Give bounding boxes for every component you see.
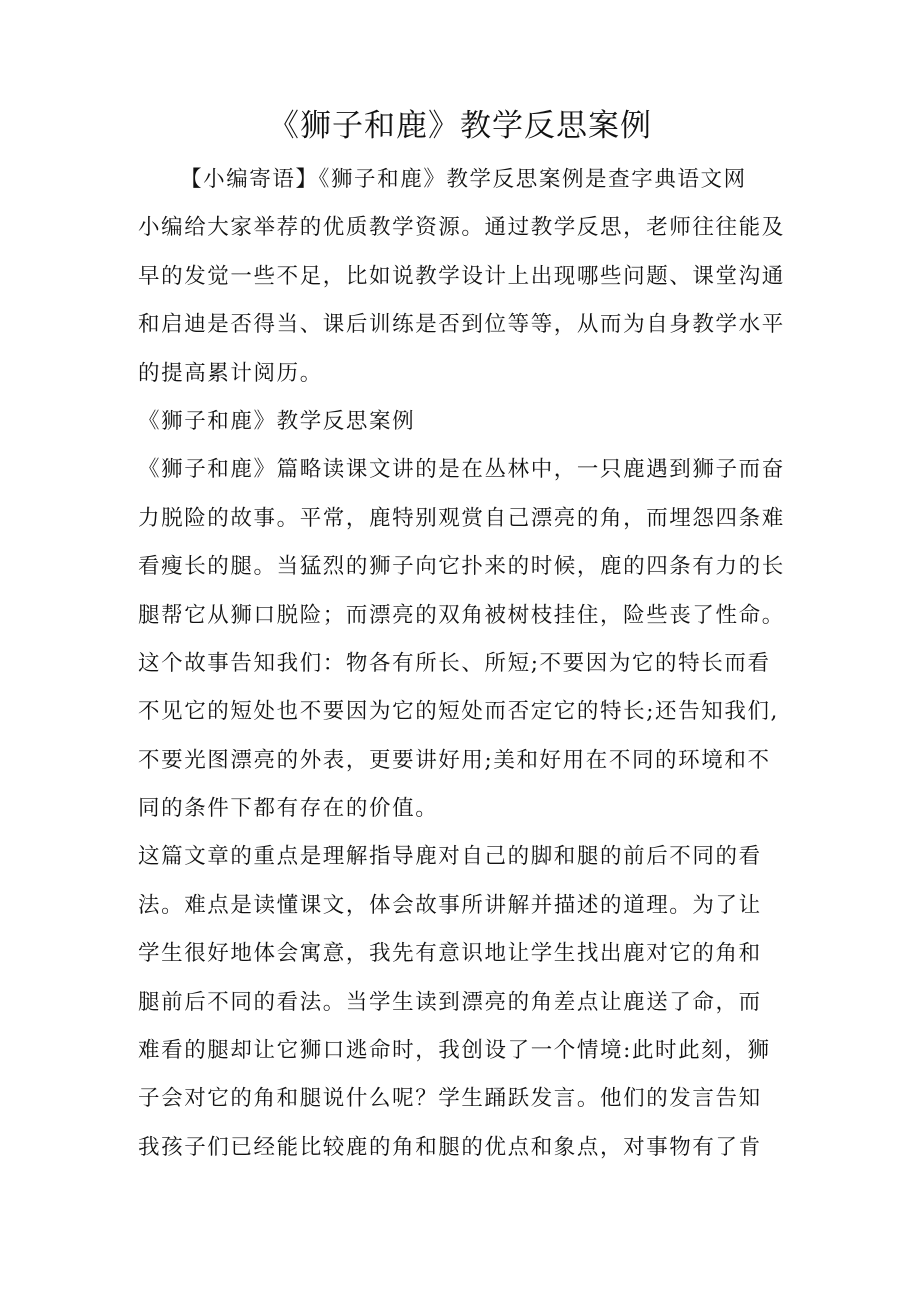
text-line: 和启迪是否得当、课后训练是否到位等等，从而为自身教学水平 (138, 312, 785, 338)
text-line: 我孩子们已经能比较鹿的角和腿的优点和象点，对事物有了肯 (138, 1134, 762, 1160)
text-line: 《狮子和鹿》篇略读课文讲的是在丛林中，一只鹿遇到狮子而奋 (138, 457, 785, 483)
page-title: 《狮子和鹿》教学反思案例 (268, 108, 652, 144)
text-line: 这个故事告知我们：物各有所长、所短;不要因为它的特长而看 (138, 650, 771, 676)
section-heading: 《狮子和鹿》教学反思案例 (138, 408, 416, 434)
text-line: 不见它的短处也不要因为它的短处而否定它的特长;还告知我们, (138, 699, 779, 725)
text-line: 法。难点是读懂课文，体会故事所讲解并描述的道理。为了让 (138, 892, 762, 918)
text-line: 力脱险的故事。平常，鹿特别观赏自己漂亮的角，而埋怨四条难 (138, 505, 785, 531)
text-line: 早的发觉一些不足，比如说教学设计上出现哪些问题、课堂沟通 (138, 263, 785, 289)
article-body (138, 156, 790, 1172)
text-line: 腿帮它从狮口脱险；而漂亮的双角被树枝挂住，险些丧了性命。 (138, 602, 785, 628)
text-line: 子会对它的角和腿说什么呢？学生踊跃发言。他们的发言告知 (138, 1086, 762, 1112)
text-line: 难看的腿却让它狮口逃命时，我创设了一个情境:此时此刻，狮 (138, 1038, 771, 1064)
text-line: 【小编寄语】《狮子和鹿》教学反思案例是查字典语文网 (180, 167, 747, 192)
text-line: 这篇文章的重点是理解指导鹿对自己的脚和腿的前后不同的看 (138, 844, 762, 870)
text-line: 学生很好地体会寓意，我先有意识地让学生找出鹿对它的角和 (138, 941, 762, 967)
text-line: 腿前后不同的看法。当学生读到漂亮的角差点让鹿送了命，而 (138, 989, 762, 1015)
text-line: 看瘦长的腿。当猛烈的狮子向它扑来的时候，鹿的四条有力的长 (138, 554, 785, 580)
text-line: 同的条件下都有存在的价值。 (138, 796, 439, 822)
text-line: 的提高累计阅历。 (138, 360, 323, 386)
text-line: 不要光图漂亮的外表，更要讲好用;美和好用在不同的环境和不 (138, 747, 771, 773)
text-line: 小编给大家举荐的优质教学资源。通过教学反思，老师往往能及 (138, 215, 785, 241)
